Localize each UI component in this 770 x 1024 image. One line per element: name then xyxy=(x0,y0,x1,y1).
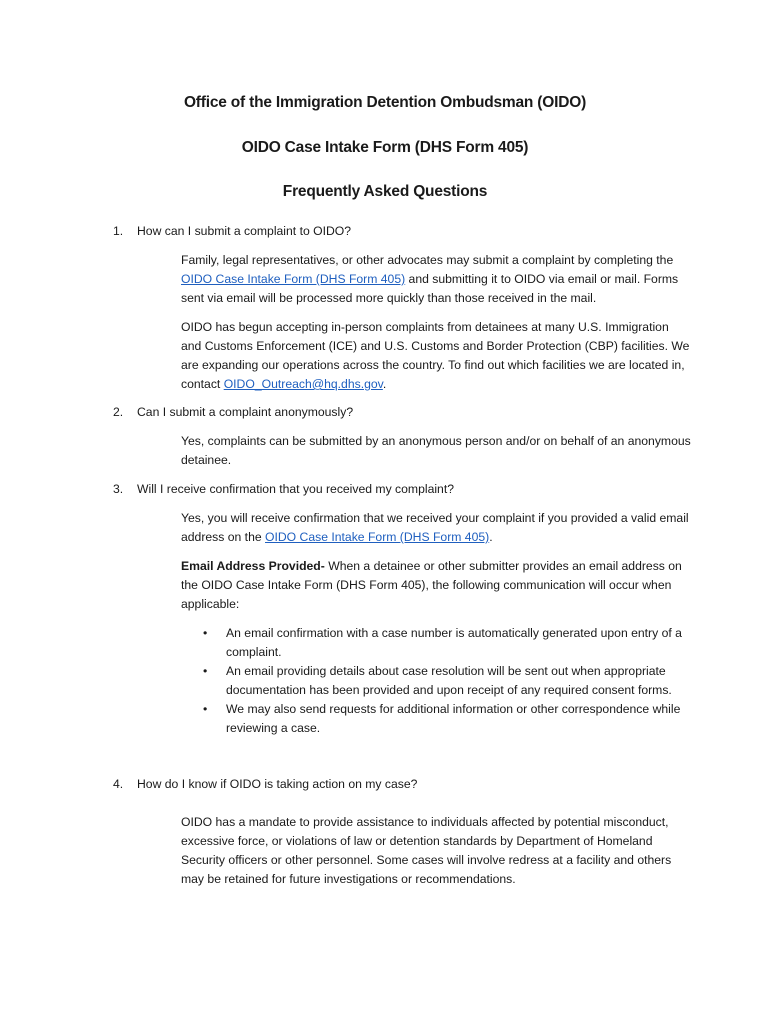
question-1-text: How can I submit a complaint to OIDO? xyxy=(137,224,352,238)
faq-title: Frequently Asked Questions xyxy=(282,183,488,200)
oido-outreach-email-link[interactable]: OIDO_Outreach@hq.dhs.gov xyxy=(223,377,383,391)
email-provided-label: Email Address Provided- xyxy=(181,559,325,573)
q1-p1-text-before: Family, legal representatives, or other advocates may submit a complaint by completing the xyxy=(181,253,674,267)
org-title: Office of the Immigration Detention Ombudsman (OIDO) xyxy=(183,94,587,111)
bullet-icon: • xyxy=(203,626,208,640)
question-4-answer: OIDO has a mandate to provide assistance to individuals affected by potential misconduct, excessive force, or violations of law or detention standards by Department of Homeland Security officers or other personnel. Some cases will involve redress at a facility and others may be retained for future investigations or recommendations. xyxy=(181,815,672,886)
q3-intake-form-link[interactable]: OIDO Case Intake Form (DHS Form 405) xyxy=(265,530,490,544)
question-3-answer-p2 xyxy=(181,557,691,614)
q3-p2-text: When a detainee or other submitter provides an email address on the OIDO Case Intake Form (DHS Form 405), the following communication will occur when applicable: xyxy=(181,559,682,611)
question-3-text: Will I receive confirmation that you received my complaint? xyxy=(137,482,454,496)
q1-p1-text-after: and submitting it to OIDO via email or mail. Forms sent via email will be processed more quickly than those received in the mail. xyxy=(181,272,679,305)
question-2-number: 2. xyxy=(113,405,124,419)
list-item xyxy=(181,662,691,700)
bullet-icon: • xyxy=(203,702,208,716)
confirmation-bullet-list xyxy=(181,624,691,738)
q1-intake-form-link[interactable]: OIDO Case Intake Form (DHS Form 405) xyxy=(181,272,406,286)
q3-p1-text-before: Yes, you will receive confirmation that we received your complaint if you provided a valid email address on the xyxy=(181,511,689,544)
q3-p1-text-after: . xyxy=(489,530,493,544)
list-item xyxy=(181,624,691,662)
q1-p2-text-before: OIDO has begun accepting in-person complaints from detainees at many U.S. Immigration and Customs Enforcement (ICE) and U.S. Customs and Border Protection (CBP) facilities. We are expanding our operations across the country. To find out which facilities we are located in, contact xyxy=(181,320,690,391)
question-3-answer-p1 xyxy=(181,509,691,547)
bullet-icon: • xyxy=(203,664,208,678)
list-item xyxy=(181,700,691,738)
bullet-text: An email confirmation with a case number is automatically generated upon entry of a complaint. xyxy=(226,626,682,659)
question-1-answer-p1 xyxy=(181,251,691,308)
question-4-text: How do I know if OIDO is taking action on my case? xyxy=(137,777,418,791)
question-2-text: Can I submit a complaint anonymously? xyxy=(137,405,354,419)
q1-p2-text-after: . xyxy=(382,377,387,391)
bullet-text: We may also send requests for additional information or other correspondence while reviewing a case. xyxy=(226,702,681,735)
question-1-number: 1. xyxy=(113,224,124,238)
question-1-answer-p2 xyxy=(181,318,691,394)
bullet-text: An email providing details about case resolution will be sent out when appropriate documentation has been provided and upon receipt of any required consent forms. xyxy=(226,664,672,697)
question-2-answer: Yes, complaints can be submitted by an anonymous person and/or on behalf of an anonymous detainee. xyxy=(181,434,691,467)
question-4-number: 4. xyxy=(113,777,124,791)
form-title: OIDO Case Intake Form (DHS Form 405) xyxy=(241,139,529,156)
question-3-number: 3. xyxy=(113,482,124,496)
